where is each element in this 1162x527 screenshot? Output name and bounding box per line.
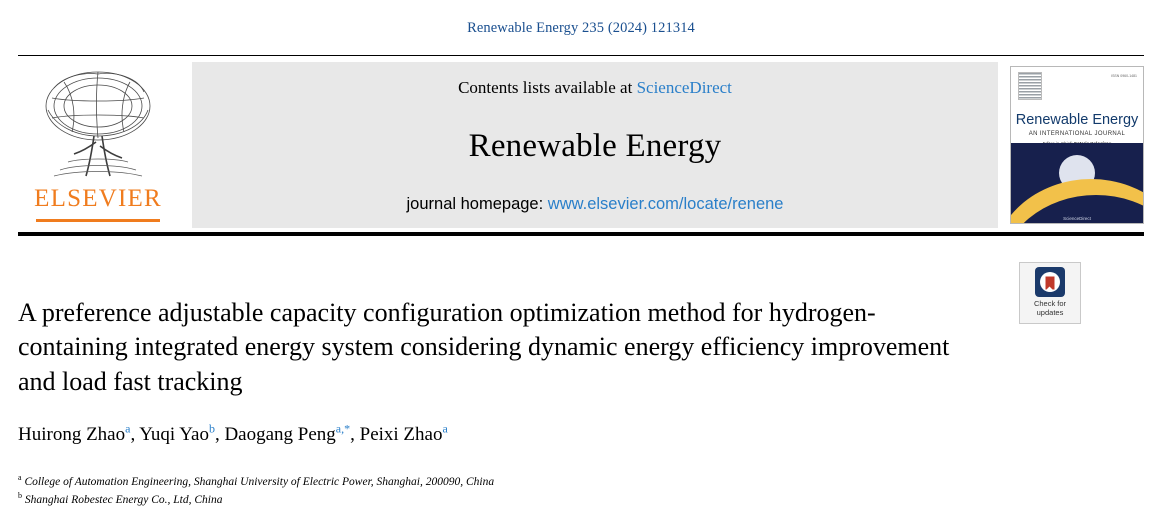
author-item[interactable] <box>18 421 131 445</box>
cover-footer: ScienceDirect <box>1063 216 1091 221</box>
affiliation-list <box>18 474 1018 510</box>
running-head: Renewable Energy 235 (2024) 121314 <box>467 20 695 36</box>
affiliation-mark: b <box>18 490 22 500</box>
contents-line <box>458 78 732 98</box>
crossmark-icon <box>1035 267 1065 297</box>
author-affiliation-mark[interactable]: a,* <box>335 421 351 436</box>
author-name: Yuqi Yao <box>139 424 209 445</box>
author-affiliation-mark[interactable]: a <box>125 421 131 436</box>
journal-masthead <box>18 62 1144 228</box>
header-rule-top <box>18 55 1144 56</box>
author-separator: , <box>130 424 140 445</box>
elsevier-underline <box>36 219 160 222</box>
author-item[interactable] <box>359 421 448 445</box>
author-name: Daogang Peng <box>224 424 336 445</box>
author-item[interactable] <box>139 421 215 445</box>
author-separator: , <box>214 424 225 445</box>
affiliation-item <box>18 492 1018 510</box>
crossmark-label <box>1020 300 1080 317</box>
homepage-line <box>407 195 784 214</box>
crossmark-label-line2: updates <box>1036 307 1064 317</box>
author-name: Peixi Zhao <box>359 424 443 445</box>
homepage-prefix: journal homepage: <box>406 195 548 213</box>
author-list <box>18 421 1018 446</box>
crossmark-label-line1: Check for <box>1033 299 1067 308</box>
cover-journal-name: Renewable Energy <box>1015 112 1139 128</box>
cover-artwork <box>1011 143 1143 223</box>
affiliation-text: Shanghai Robestec Energy Co., Ltd, China <box>24 493 223 506</box>
affiliation-mark: a <box>18 473 22 483</box>
author-affiliation-mark[interactable]: b <box>208 421 215 436</box>
journal-cover-image <box>1010 66 1144 224</box>
contents-prefix: Contents lists available at <box>458 78 637 97</box>
author-item[interactable] <box>224 421 351 445</box>
affiliation-item <box>18 474 1018 492</box>
sciencedirect-link[interactable]: ScienceDirect <box>636 78 732 97</box>
affiliation-text: College of Automation Engineering, Shanghai University of Electric Power, Shanghai, 200090, China <box>24 476 495 488</box>
elsevier-tree-icon <box>34 66 162 182</box>
crossmark-bookmark <box>1046 276 1055 289</box>
cover-thumbnail-icon <box>1018 72 1042 100</box>
cover-top-strip <box>1011 67 1143 111</box>
author-separator: , <box>350 424 360 445</box>
page-title: A preference adjustable capacity configuration optimization method for hydrogen-containing integrated energy system considering dynamic energy efficiency improvement and load fast tracking <box>18 298 950 396</box>
journal-title: Renewable Energy <box>468 128 722 164</box>
elsevier-wordmark: ELSEVIER <box>34 185 162 212</box>
homepage-link[interactable]: www.elsevier.com/locate/renene <box>547 195 784 213</box>
cover-issn: ISSN 0960-1481 <box>1111 74 1137 78</box>
crossmark-check-for-updates[interactable] <box>1019 262 1081 324</box>
cover-subtitle: AN INTERNATIONAL JOURNAL <box>1028 130 1126 137</box>
journal-info-box <box>192 62 998 228</box>
header-rule-bottom <box>18 232 1144 236</box>
author-affiliation-mark[interactable]: a <box>442 421 448 436</box>
author-name: Huirong Zhao <box>18 424 126 445</box>
elsevier-logo <box>18 62 178 228</box>
